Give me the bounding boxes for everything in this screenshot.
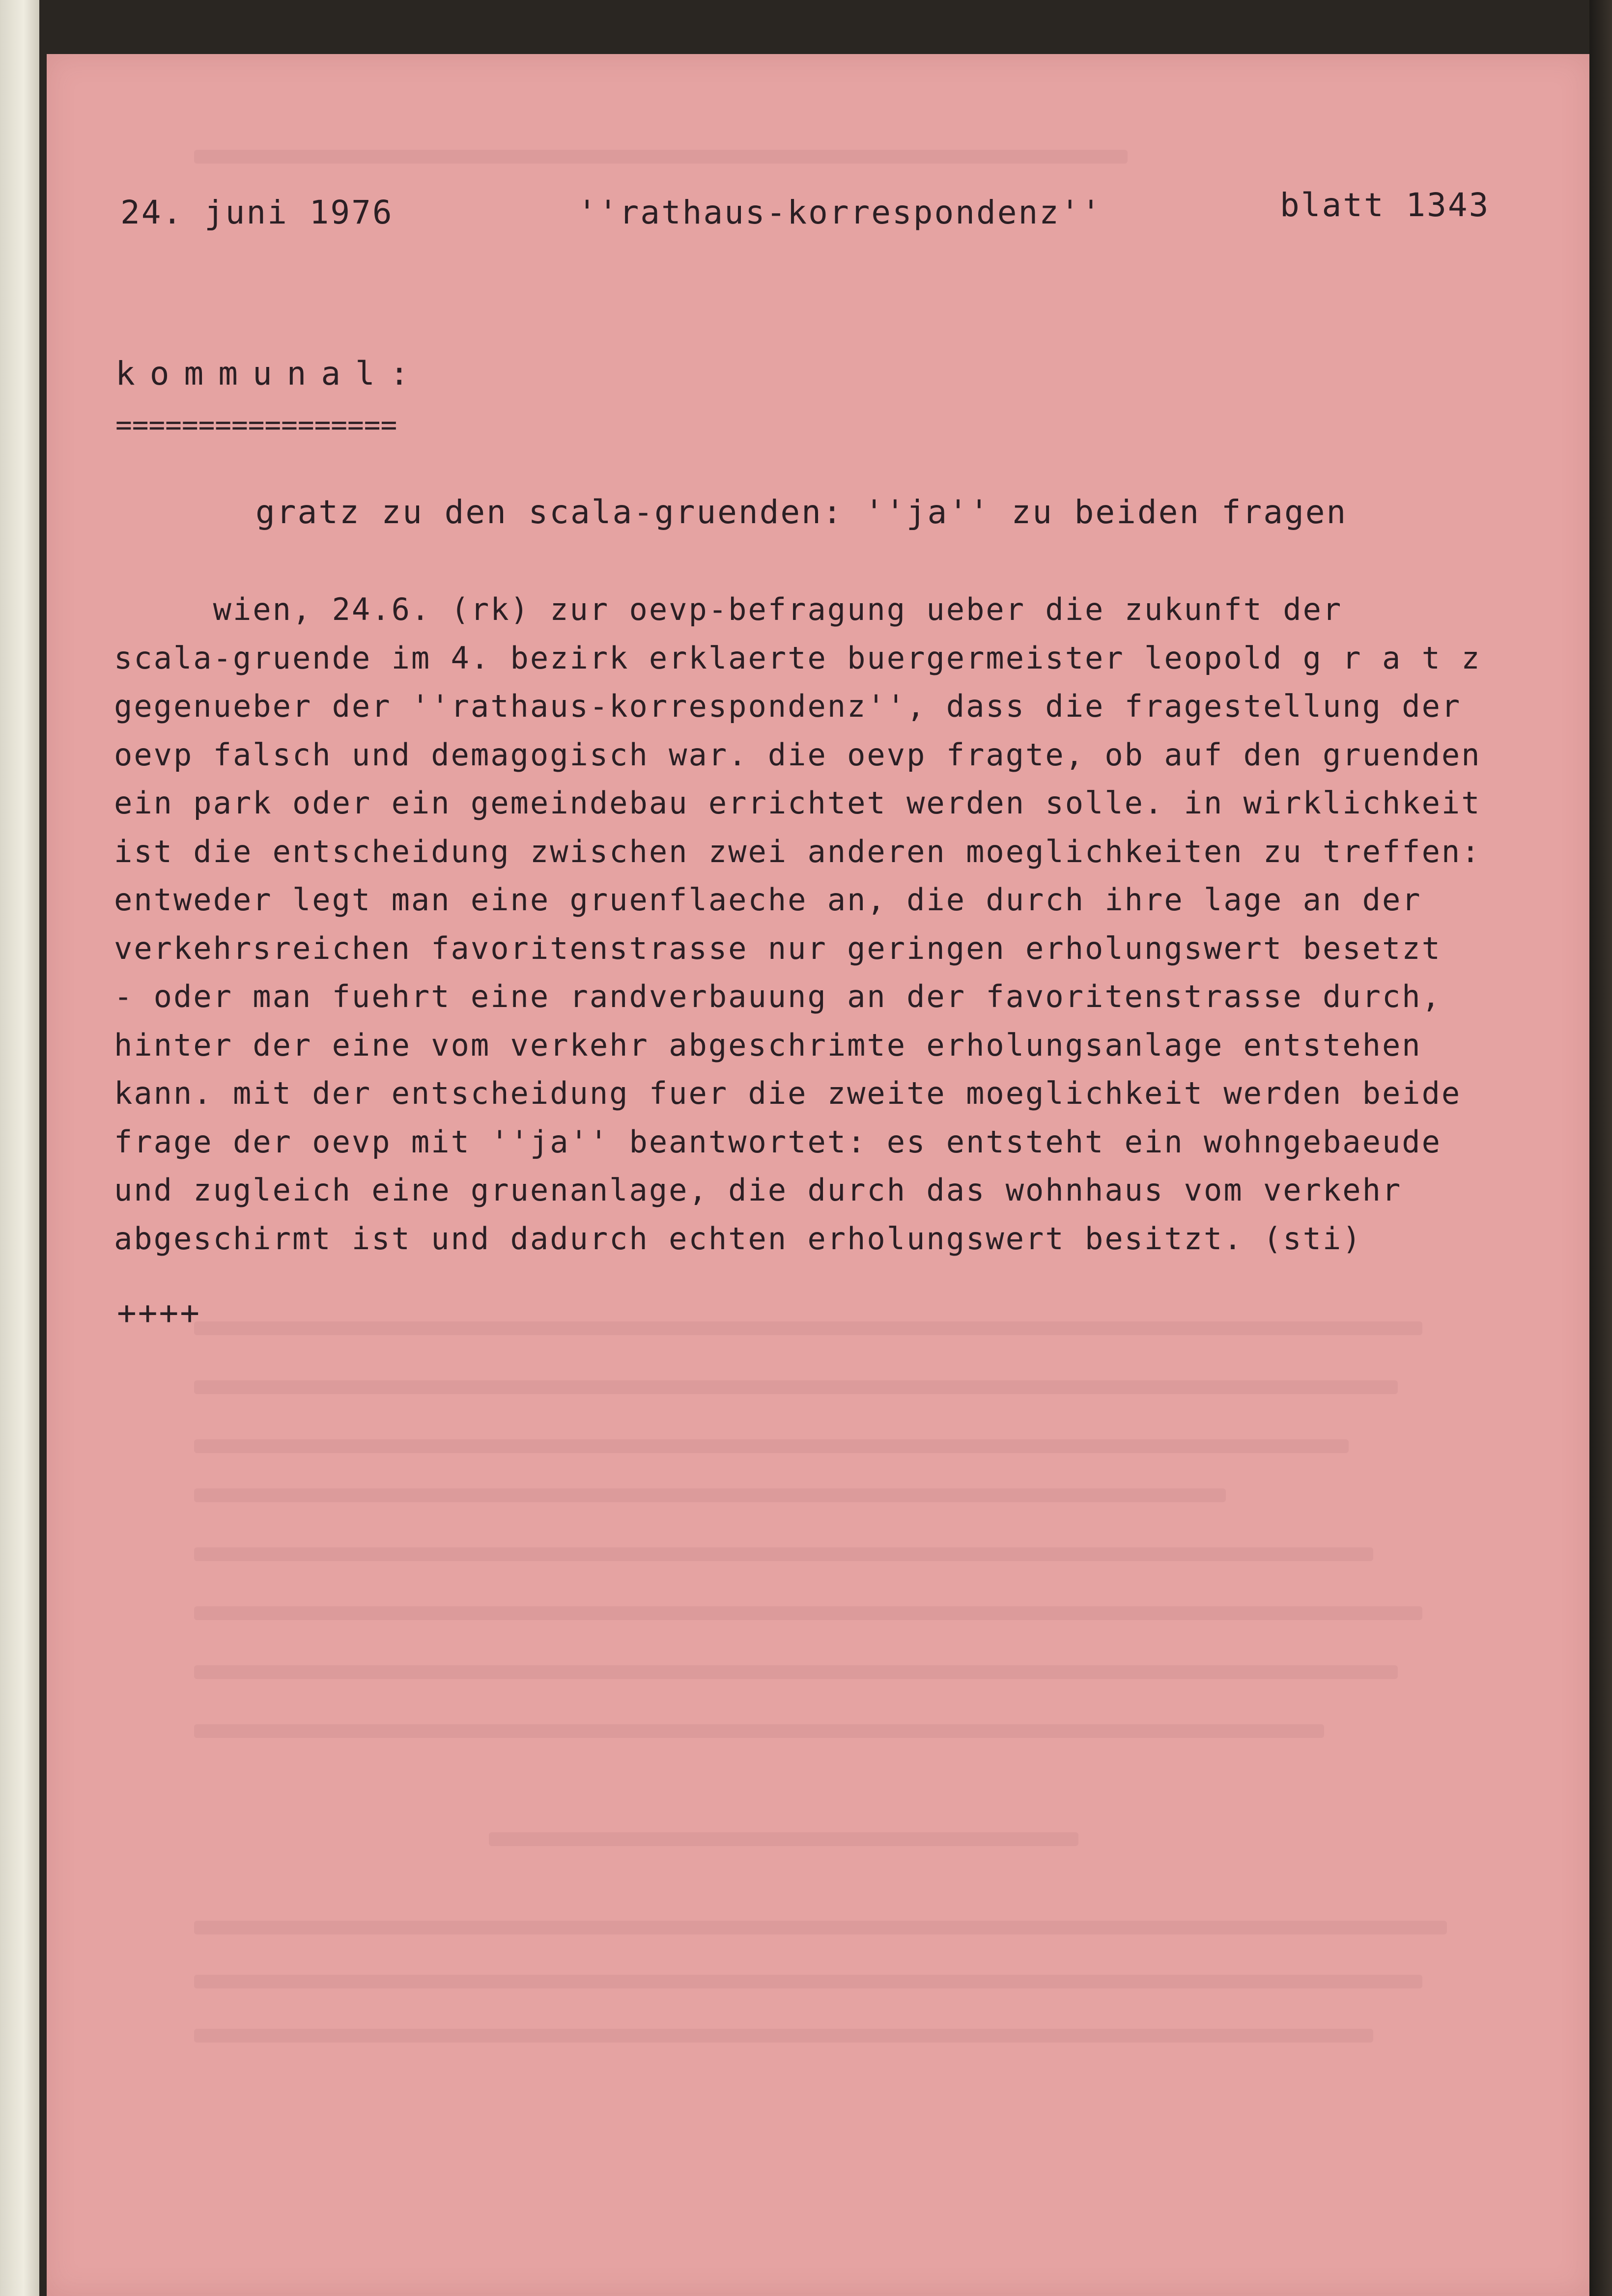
show-through-text: [194, 2029, 1373, 2043]
end-mark: ++++: [117, 1294, 201, 1332]
body-line: scala-gruende im 4. bezirk erklaerte buergermeister leopold g r a t z: [114, 640, 1481, 676]
body-line: verkehrsreichen favoritenstrasse nur geringen erholungswert besetzt: [114, 930, 1442, 966]
body-line: wien, 24.6. (rk) zur oevp-befragung ueber die zukunft der: [114, 591, 1343, 627]
article-body: [114, 586, 1529, 1263]
article-headline: gratz zu den scala-gruenden: ''ja'' zu beiden fragen: [255, 493, 1348, 531]
show-through-text: [489, 1832, 1078, 1846]
show-through-text: [194, 1724, 1324, 1738]
body-line: abgeschirmt ist und dadurch echten erholungswert besitzt. (sti): [114, 1220, 1362, 1257]
header-date: 24. juni 1976: [120, 194, 394, 231]
show-through-text: [194, 1321, 1422, 1335]
show-through-text: [194, 1439, 1349, 1453]
binding-edge: [0, 0, 39, 2296]
body-line: ist die entscheidung zwischen zwei anderen moeglichkeiten zu treffen:: [114, 833, 1481, 869]
body-line: gegenueber der ''rathaus-korrespondenz'', dass die fragestellung der: [114, 688, 1462, 724]
show-through-text: [194, 150, 1128, 164]
show-through-text: [194, 1488, 1226, 1502]
body-line: ein park oder ein gemeindebau errichtet werden solle. in wirklichkeit: [114, 785, 1481, 821]
show-through-text: [194, 1665, 1398, 1679]
show-through-text: [194, 1547, 1373, 1561]
body-line: oevp falsch und demagogisch war. die oevp fragte, ob auf den gruenden: [114, 736, 1481, 773]
body-line: hinter der eine vom verkehr abgeschrimte erholungsanlage entstehen: [114, 1027, 1422, 1063]
cover-edge: [1589, 0, 1612, 2296]
body-line: - oder man fuehrt eine randverbauung an der favoritenstrasse durch,: [114, 979, 1442, 1014]
body-line: entweder legt man eine gruenflaeche an, die durch ihre lage an der: [114, 882, 1422, 918]
section-title: kommunal:: [115, 355, 424, 392]
header-publication: ''rathaus-korrespondenz'': [577, 194, 1103, 231]
show-through-text: [194, 1921, 1447, 1934]
body-line: kann. mit der entscheidung fuer die zweite moeglichkeit werden beide: [114, 1075, 1462, 1111]
show-through-text: [194, 1975, 1422, 1988]
show-through-text: [194, 1606, 1422, 1620]
show-through-text: [194, 1380, 1398, 1394]
body-line: frage der oevp mit ''ja'' beantwortet: es entsteht ein wohngebaeude: [114, 1123, 1442, 1160]
section-underline: =================: [115, 409, 397, 441]
header-page-number: blatt 1343: [1280, 186, 1490, 224]
body-line: und zugleich eine gruenanlage, die durch das wohnhaus vom verkehr: [114, 1172, 1402, 1208]
